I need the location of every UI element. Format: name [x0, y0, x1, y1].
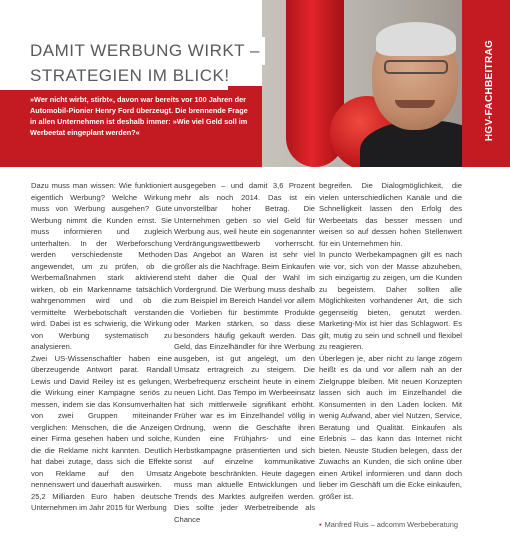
- page-title-line-1: DAMIT WERBUNG WIRKT –: [0, 37, 265, 65]
- paragraph: In puncto Werbekampagnen gilt es nach wie vor, sich von der Masse abzuheben, sich einzigartig zu zeigen, um die Kunden zu begeistern. Daher sollten alle Möglichkeiten vorhandener Art, die sich gegenseitig bieten, genutzt werden. Marketing-Mix ist hier das Schlagwort. Es gilt, mutig zu sein und schnell und flexibel zu reagieren.: [319, 250, 462, 351]
- intro-text: »Wer nicht wirbt, stirbt«, davon war bereits vor 100 Jahren der Automobil-Pionier Henry Ford überzeugt. Die brennende Frage in allen Unternehmen ist deshalb immer: »Wie viel Geld soll im Werbeetat eingeplant werden?«: [30, 95, 248, 137]
- page-title-line-2: STRATEGIEN IM BLICK!: [0, 62, 228, 90]
- paragraph: Zwei US-Wissenschaftler haben eine überzeugende Antwort parat. Randall Lewis und David Reiley ist es gelungen, die Wirkung einer Kampagne seriös zu messen, indem sie das Konsumverhalten von zwei Gruppen miteinander verglichen: Menschen, die die Anzeigen einer Firma gesehen haben und solche, die die Reklame nicht kannten. Deutlich hat dabei zutage, dass sich die Effekte von Reklame auf den Umsatz nennenswert und dauerhaft auswirken.: [31, 353, 172, 489]
- article-column-3: [319, 180, 462, 502]
- bullet-icon: ▪: [319, 520, 322, 529]
- portrait-mouth: [395, 100, 435, 108]
- section-label: [482, 20, 498, 160]
- paragraph: ausgegeben – und damit 3,6 Prozent mehr als noch 2014. Das ist ein unvorstellbar hoher Betrag. Die Unternehmen geben so viel Geld für Werbung aus, weil heute ein sogenannter Verdrängungswettbewerb vorherrscht. Das Angebot an Waren ist sehr viel größer als die Nachfrage. Beim Einkaufen steht daher die Qual der Wahl im Vordergrund. Die Werbung muss deshalb zum Beispiel im Bereich Handel vor allem die Vorlieben für bestimmte Produkte oder Marken stärken, so dass diese besonders häufig gekauft werden. Das Geld, das Einzelhändler für ihre Werbung ausgeben, ist gut angelegt, um den Umsatz ertragreich zu steigern. Die Werbefrequenz erscheint heute in einem neuen Licht. Das Tempo im Werbeeinsatz hat sich mittlerweile signifikant erhöht. Früher war es im Einzelhandel völlig in Ordnung, wenn die Geschäfte ihren Kunden eine Frühjahrs- und eine Herbstkampagne präsentierten und sich sonst auf einzelne kommunikative Angebote beschränkten. Heute dagegen muss man aktuelle Entwicklungen und Trends des Marktes aufgreifen werden. Dies sollte jeder Werbetreibende als Chance: [174, 181, 315, 524]
- intro-box: [0, 86, 262, 167]
- header-banner: [0, 0, 510, 167]
- paragraph: begreifen. Die Dialogmöglichkeit, die vielen unterschiedlichen Kanäle und die Schnelligkeit lassen den Erfolg des Werbeetats das besser messen und weisen so auf dessen hohen Stellenwert für ein Unternehmen hin.: [319, 181, 462, 248]
- portrait-hair: [376, 22, 456, 56]
- author-name: Manfred Ruis – adcomm Werbeberatung: [324, 520, 458, 529]
- article-column-1: [31, 180, 172, 514]
- paragraph: Dazu muss man wissen: Wie funktioniert eigentlich Werbung? Welche Wirkung muss von Werbung ausgehen? Gute Werbung nimmt die Kunden ernst. Sie muss informieren und zugleich unterhalten. In der Werbeforschung werden verschiedenste Methoden angewendet, um zu prüfen, ob die Werbemaßnahmen stark aktivierend wirken, ob ein Markenname tatsächlich wahrgenommen wird und ob die vermittelte Werbebotschaft verstanden wird. Dabei ist es schwierig, die Wirkung von Werbung systematisch zu analysieren.: [31, 181, 172, 351]
- paragraph: 25,2 Milliarden Euro haben deutsche Unternehmen im Jahr 2015 für Werbung: [31, 491, 172, 512]
- article-column-2: [174, 180, 315, 525]
- portrait-glasses: [384, 60, 448, 74]
- author-credit: [319, 520, 458, 529]
- paragraph: Überlegen je, aber nicht zu lange zögern heißt es da und vor allem nah an der Zielgruppe bleiben. Mit neuen Konzepten lassen sich auch im Einzelhandel die Konsumenten in den Laden locken. Mit wenig Aufwand, aber viel Nutzen, Service, Beratung und Qualität. Einkaufen als Erlebnis – das kann das Internet nicht bieten. Neuste Studien belegen, dass der Zuwachs an Kunden, die sich online über einen Artikel informieren und dann doch lieber im Geschäft um die Ecke einkaufen, größer ist.: [319, 353, 462, 501]
- section-label-text: HGV-FACHBEITRAG: [484, 39, 496, 141]
